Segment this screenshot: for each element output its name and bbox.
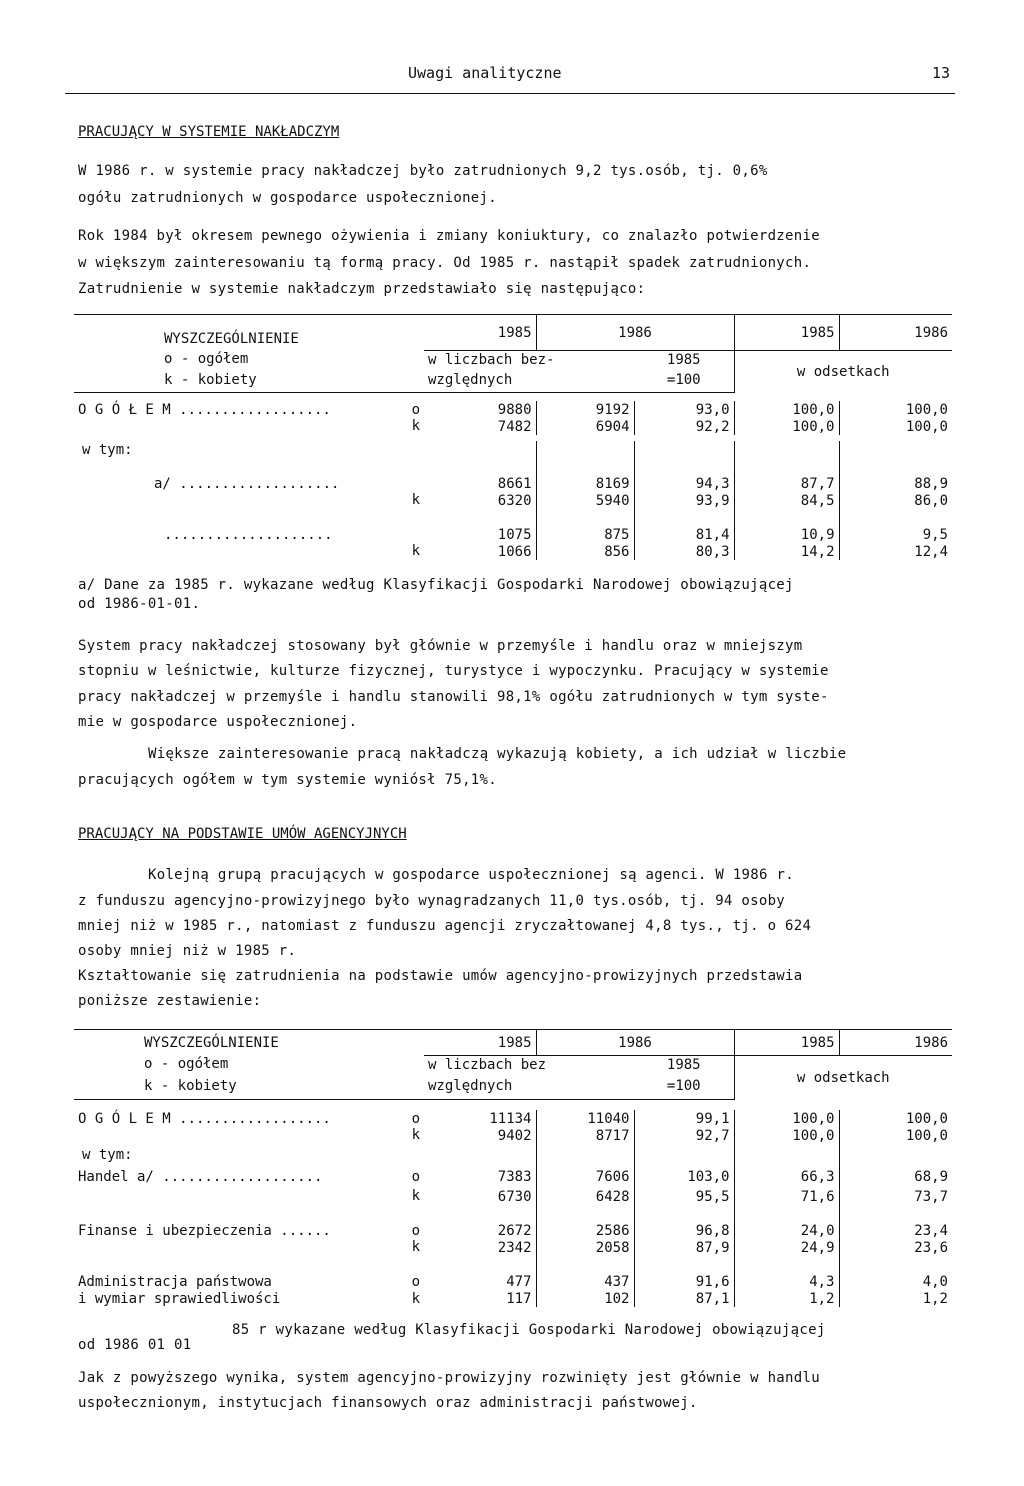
table-cell: 1,2 xyxy=(734,1290,839,1307)
col-header-percent: w odsetkach xyxy=(734,1056,952,1100)
paragraph-line: osoby mniej niż w 1985 r. xyxy=(78,943,297,959)
col-header-year: 1986 xyxy=(536,315,734,351)
table-cell: 8717 xyxy=(536,1127,634,1144)
table-cell: 1,2 xyxy=(922,1290,948,1307)
col-header-index: =100 xyxy=(634,368,734,393)
paragraph-line: uspołecznionym, instytucjach finansowych oraz administracji państwowej. xyxy=(78,1395,698,1411)
paragraph-line: Rok 1984 był okresem pewnego ożywienia i zmiany koniuktury, co znalazło potwierdzenie xyxy=(78,228,820,244)
col-header-absolute: w liczbach bez- xyxy=(424,351,634,369)
table-cell: 23,4 xyxy=(914,1222,948,1239)
col-header-wyszczegolnienie: WYSZCZEGÓLNIENIE xyxy=(74,1030,424,1056)
table-cell: 6428 xyxy=(536,1188,634,1205)
table-cell: 24,9 xyxy=(734,1239,839,1256)
table-cell: 437 xyxy=(536,1273,634,1290)
table-cell: 12,4 xyxy=(914,543,948,560)
col-header-index: =100 xyxy=(634,1073,734,1100)
row-label: Administracja państwowa xyxy=(78,1273,272,1290)
table-cell: 7606 xyxy=(536,1166,634,1188)
paragraph-line: stopniu w leśnictwie, kulturze fizycznej, turystyce i wypoczynku. Pracujący w systemie xyxy=(78,663,829,679)
table-cell: 73,7 xyxy=(914,1188,948,1205)
row-label: .................... xyxy=(164,526,333,543)
col-header-year: 1986 xyxy=(839,315,952,351)
table-cell: 9,5 xyxy=(922,526,948,543)
table-cell: 14,2 xyxy=(734,543,839,560)
col-header-absolute: w liczbach bez xyxy=(424,1056,634,1074)
legend-ogolem: o - ogółem xyxy=(144,1056,229,1073)
row-label: O G Ó Ł E M .................. xyxy=(78,401,331,418)
paragraph-line: z funduszu agencyjno-prowizyjnego było wynagradzanych 11,0 tys.osób, tj. 94 osoby xyxy=(78,893,786,909)
col-header-year: 1985 xyxy=(424,1030,536,1056)
table-cell: 10,9 xyxy=(734,526,839,543)
table-cell: 7383 xyxy=(424,1166,536,1188)
legend-kobiety: k - kobiety xyxy=(74,1073,424,1100)
table-cell: 2342 xyxy=(424,1239,536,1256)
paragraph-line: mniej niż w 1985 r., natomiast z funduszu agencji zryczałtowanej 4,8 tys., tj. o 624 xyxy=(78,918,812,934)
col-header-year: 1985 xyxy=(424,315,536,351)
table-cell: 102 xyxy=(536,1290,634,1307)
paragraph-line: Zatrudnienie w systemie nakładczym przedstawiało się następująco: xyxy=(78,281,646,297)
row-ok: k xyxy=(411,1290,420,1307)
table-cell: 2058 xyxy=(536,1239,634,1256)
paragraph-line: W 1986 r. w systemie pracy nakładczej było zatrudnionych 9,2 tys.osób, tj. 0,6% xyxy=(78,163,768,179)
table-cell: 11040 xyxy=(536,1110,634,1127)
table-cell: 103,0 xyxy=(634,1166,734,1188)
table-cell: 87,9 xyxy=(634,1239,734,1256)
table-cell: 2672 xyxy=(424,1222,536,1239)
table-cell: 91,6 xyxy=(634,1273,734,1290)
table-cell: 100,0 xyxy=(734,401,839,418)
table-cell: 9880 xyxy=(424,401,536,418)
col-header-index: 1985 xyxy=(634,351,734,369)
col-header-year: 1986 xyxy=(839,1030,952,1056)
row-label: Finanse i ubezpieczenia ...... xyxy=(78,1222,331,1239)
table-cell: 100,0 xyxy=(905,1110,948,1127)
table-cell: 100,0 xyxy=(905,418,948,435)
table-cell: 94,3 xyxy=(634,475,734,492)
table-cell: 6730 xyxy=(424,1188,536,1205)
row-ok: k xyxy=(411,543,420,559)
table-cell: 9402 xyxy=(424,1127,536,1144)
table-cell: 1075 xyxy=(424,526,536,543)
table-cell: 71,6 xyxy=(734,1188,839,1205)
table-cell: 7482 xyxy=(424,418,536,435)
table-cell: 96,8 xyxy=(634,1222,734,1239)
header-rule xyxy=(65,93,955,94)
table-cell: 88,9 xyxy=(914,475,948,492)
col-header-absolute: względnych xyxy=(424,1073,634,1100)
row-label: a/ ................... xyxy=(154,475,340,492)
table-agencyjne xyxy=(74,1029,952,1307)
table-cell: 1066 xyxy=(424,543,536,560)
table-cell: 8661 xyxy=(424,475,536,492)
table-cell: 81,4 xyxy=(634,526,734,543)
table-cell: 92,7 xyxy=(634,1127,734,1144)
table-cell: 24,0 xyxy=(734,1222,839,1239)
row-label: w tym: xyxy=(82,1147,133,1163)
table-cell: 875 xyxy=(536,526,634,543)
section-heading-nakladczy: PRACUJĄCY W SYSTEMIE NAKŁADCZYM xyxy=(78,124,340,140)
row-ok: o xyxy=(411,401,420,418)
table-cell: 5940 xyxy=(536,492,634,509)
table-cell: 100,0 xyxy=(734,418,839,435)
table-footnote: od 1986 01 01 xyxy=(78,1337,192,1353)
col-header-absolute: względnych xyxy=(424,368,634,393)
col-header-year: 1986 xyxy=(536,1030,734,1056)
table-cell: 9192 xyxy=(536,401,634,418)
paragraph-line: mie w gospodarce uspołecznionej. xyxy=(78,714,358,730)
paragraph-line: Większe zainteresowanie pracą nakładczą wykazują kobiety, a ich udział w liczbie xyxy=(148,746,847,762)
table-cell: 6320 xyxy=(424,492,536,509)
table-cell: 87,7 xyxy=(734,475,839,492)
table-cell: 86,0 xyxy=(914,492,948,509)
table-cell: 84,5 xyxy=(734,492,839,509)
col-header-percent: w odsetkach xyxy=(734,351,952,393)
row-label: w tym: xyxy=(82,441,133,458)
table-cell: 100,0 xyxy=(734,1110,839,1127)
paragraph-line: w większym zainteresowaniu tą formą pracy. Od 1985 r. nastąpił spadek zatrudnionych. xyxy=(78,255,812,271)
row-ok: o xyxy=(411,1222,420,1239)
table-cell: 80,3 xyxy=(634,543,734,560)
row-label: Handel a/ ................... xyxy=(78,1169,323,1185)
table-cell: 8169 xyxy=(536,475,634,492)
table-cell: 92,2 xyxy=(634,418,734,435)
table-cell: 856 xyxy=(536,543,634,560)
table-cell: 100,0 xyxy=(734,1127,839,1144)
paragraph-line: Jak z powyższego wynika, system agencyjno-prowizyjny rozwinięty jest głównie w handlu xyxy=(78,1370,820,1386)
table-cell: 4,0 xyxy=(922,1273,948,1290)
table-cell: 87,1 xyxy=(634,1290,734,1307)
paragraph-line: Kształtowanie się zatrudnienia na podstawie umów agencyjno-prowizyjnych przedstawia xyxy=(78,968,803,984)
row-ok: k xyxy=(411,1188,420,1204)
row-label: i wymiar sprawiedliwości xyxy=(78,1290,281,1307)
col-header-index: 1985 xyxy=(634,1056,734,1074)
table-cell: 23,6 xyxy=(914,1239,948,1256)
running-header-title: Uwagi analityczne xyxy=(408,64,562,82)
table-cell: 93,0 xyxy=(634,401,734,418)
row-ok: k xyxy=(411,418,420,434)
row-ok: k xyxy=(411,1127,420,1143)
paragraph-line: System pracy nakładczej stosowany był głównie w przemyśle i handlu oraz w mniejszym xyxy=(78,638,803,654)
table-cell: 99,1 xyxy=(634,1110,734,1127)
row-ok: k xyxy=(411,492,420,508)
row-ok: k xyxy=(411,1239,420,1255)
paragraph-line: Kolejną grupą pracujących w gospodarce uspołecznionej są agenci. W 1986 r. xyxy=(148,867,794,883)
table-footnote: 85 r wykazane według Klasyfikacji Gospodarki Narodowej obowiązującej xyxy=(232,1322,826,1338)
row-ok: o xyxy=(411,1110,420,1127)
page-number: 13 xyxy=(932,64,951,82)
paragraph-line: pracy nakładczej w przemyśle i handlu stanowili 98,1% ogółu zatrudnionych w tym syste- xyxy=(78,689,829,705)
paragraph-line: pracujących ogółem w tym systemie wyniósł 75,1%. xyxy=(78,772,497,788)
table-footnote: od 1986-01-01. xyxy=(78,596,201,612)
paragraph-line: ogółu zatrudnionych w gospodarce uspołecznionej. xyxy=(78,190,497,206)
row-ok: o xyxy=(411,1169,420,1185)
table-cell: 477 xyxy=(424,1273,536,1290)
legend-kobiety: k - kobiety xyxy=(74,368,424,393)
legend-ogolem: o - ogółem xyxy=(164,351,249,368)
row-label: O G Ó L E M .................. xyxy=(78,1110,331,1127)
table-footnote: a/ Dane za 1985 r. wykazane według Klasyfikacji Gospodarki Narodowej obowiązującej xyxy=(78,577,794,593)
table-cell: 6904 xyxy=(536,418,634,435)
table-cell: 95,5 xyxy=(634,1188,734,1205)
table-cell: 68,9 xyxy=(914,1169,948,1185)
section-heading-agencyjne: PRACUJĄCY NA PODSTAWIE UMÓW AGENCYJNYCH xyxy=(78,826,407,842)
paragraph-line: poniższe zestawienie: xyxy=(78,993,262,1009)
table-cell: 4,3 xyxy=(734,1273,839,1290)
col-header-wyszczegolnienie: WYSZCZEGÓLNIENIE xyxy=(74,315,424,351)
row-ok: o xyxy=(411,1273,420,1290)
table-cell: 100,0 xyxy=(905,401,948,418)
table-cell: 11134 xyxy=(424,1110,536,1127)
table-nakladczy xyxy=(74,314,952,560)
table-cell: 93,9 xyxy=(634,492,734,509)
table-cell: 66,3 xyxy=(734,1166,839,1188)
col-header-year: 1985 xyxy=(734,315,839,351)
col-header-year: 1985 xyxy=(734,1030,839,1056)
table-cell: 100,0 xyxy=(905,1127,948,1144)
table-cell: 117 xyxy=(424,1290,536,1307)
table-cell: 2586 xyxy=(536,1222,634,1239)
